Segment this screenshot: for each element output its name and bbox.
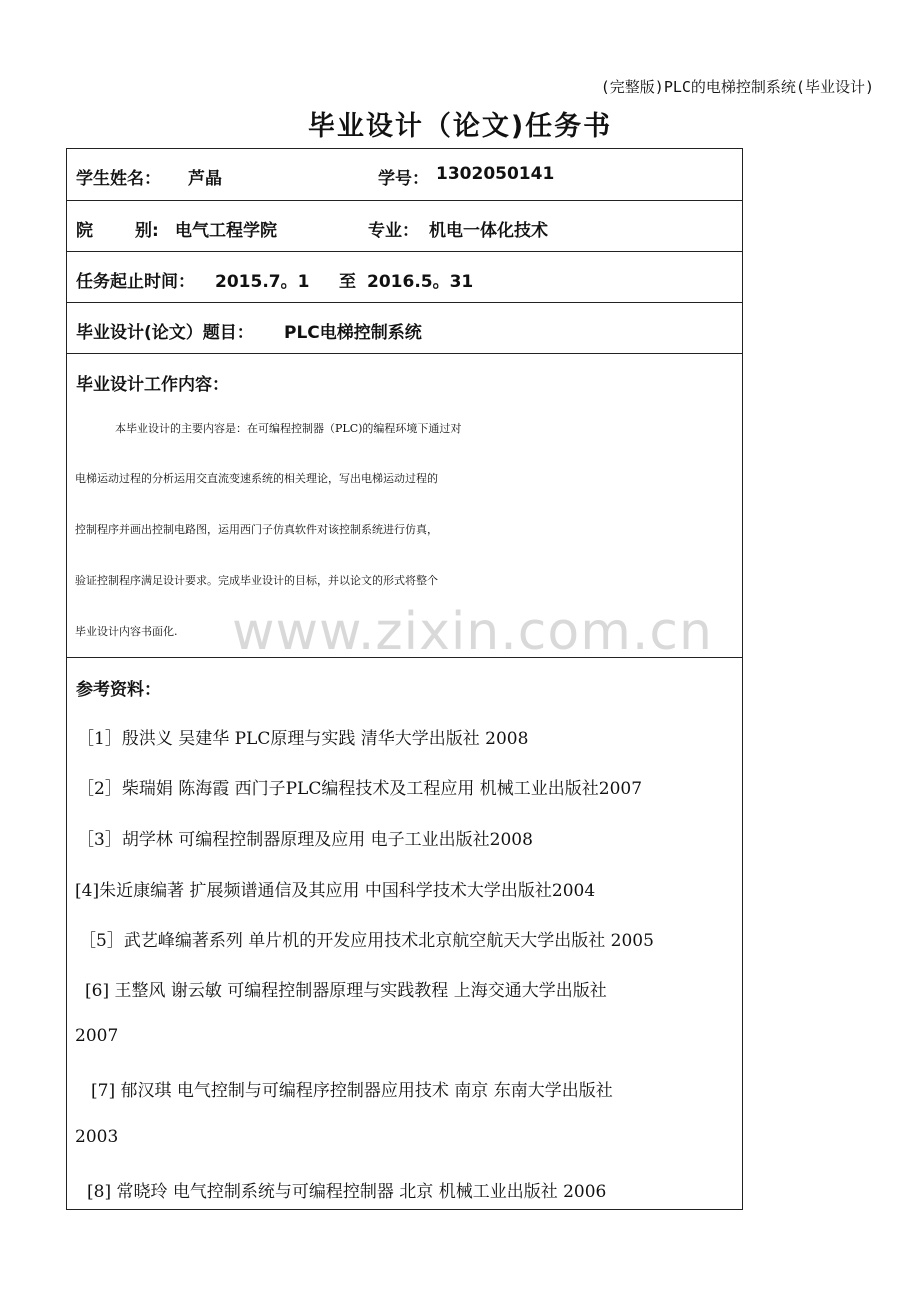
document-title: 毕业设计（论文)任务书 xyxy=(307,111,613,142)
reference-item: ［3］胡学林 可编程控制器原理及应用 电子工业出版社2008 xyxy=(77,830,533,850)
reference-item: [7] 郁汉琪 电气控制与可编程序控制器应用技术 南京 东南大学出版社 xyxy=(91,1081,613,1101)
references-heading: 参考资料： xyxy=(76,680,161,700)
reference-item: ［5］武艺峰编著系列 单片机的开发应用技术北京航空航天大学出版社 2005 xyxy=(79,931,654,951)
work-content-heading: 毕业设计工作内容： xyxy=(76,375,229,395)
watermark-text: www.zixin.com.cn xyxy=(232,602,713,662)
student-row xyxy=(67,149,742,201)
topic-label: 毕业设计(论文）题目： xyxy=(76,323,254,343)
work-content-line: 电梯运动过程的分析运用交直流变速系统的相关理论，写出电梯运动过程的 xyxy=(75,472,438,485)
work-content-line: 本毕业设计的主要内容是：在可编程控制器（PLC)的编程环境下通过对 xyxy=(115,422,462,435)
reference-item-continued: 2007 xyxy=(75,1026,119,1046)
period-to: 至 xyxy=(339,272,356,292)
reference-item-continued: 2003 xyxy=(75,1127,119,1147)
work-content-line: 控制程序并画出控制电路图，运用西门子仿真软件对该控制系统进行仿真， xyxy=(75,523,438,536)
reference-item: ［1］殷洪义 吴建华 PLC原理与实践 清华大学出版社 2008 xyxy=(77,729,529,749)
reference-item: [4]朱近康编著 扩展频谱通信及其应用 中国科学技术大学出版社2004 xyxy=(75,881,596,901)
period-label: 任务起止时间： xyxy=(76,272,195,292)
period-end: 2016.5。31 xyxy=(367,272,474,292)
student-id-value: 1302050141 xyxy=(436,164,555,184)
department-row xyxy=(67,201,742,252)
student-id-label: 学号： xyxy=(378,169,429,189)
department-value: 电气工程学院 xyxy=(175,221,277,241)
task-form-table xyxy=(66,148,743,1210)
department-label-b: 别: xyxy=(135,221,159,241)
period-row xyxy=(67,252,742,303)
student-name-value: 芦晶 xyxy=(188,169,222,189)
reference-item: [8] 常晓玲 电气控制系统与可编程控制器 北京 机械工业出版社 2006 xyxy=(87,1182,607,1202)
work-content-line: 毕业设计内容书面化. xyxy=(75,625,178,638)
reference-item: ［2］柴瑞娟 陈海霞 西门子PLC编程技术及工程应用 机械工业出版社2007 xyxy=(77,779,643,799)
major-label: 专业： xyxy=(368,221,419,241)
reference-item: [6] 王整风 谢云敏 可编程控制器原理与实践教程 上海交通大学出版社 xyxy=(85,981,607,1001)
department-label-a: 院 xyxy=(76,221,93,241)
topic-value: PLC电梯控制系统 xyxy=(284,323,422,343)
references-section xyxy=(67,658,742,1211)
running-header: (完整版)PLC的电梯控制系统(毕业设计) xyxy=(600,78,874,96)
topic-row xyxy=(67,303,742,354)
major-value: 机电一体化技术 xyxy=(429,221,548,241)
period-start: 2015.7。1 xyxy=(215,272,310,292)
student-name-label: 学生姓名： xyxy=(76,169,161,189)
work-content-line: 验证控制程序满足设计要求。完成毕业设计的目标，并以论文的形式将整个 xyxy=(75,574,438,587)
